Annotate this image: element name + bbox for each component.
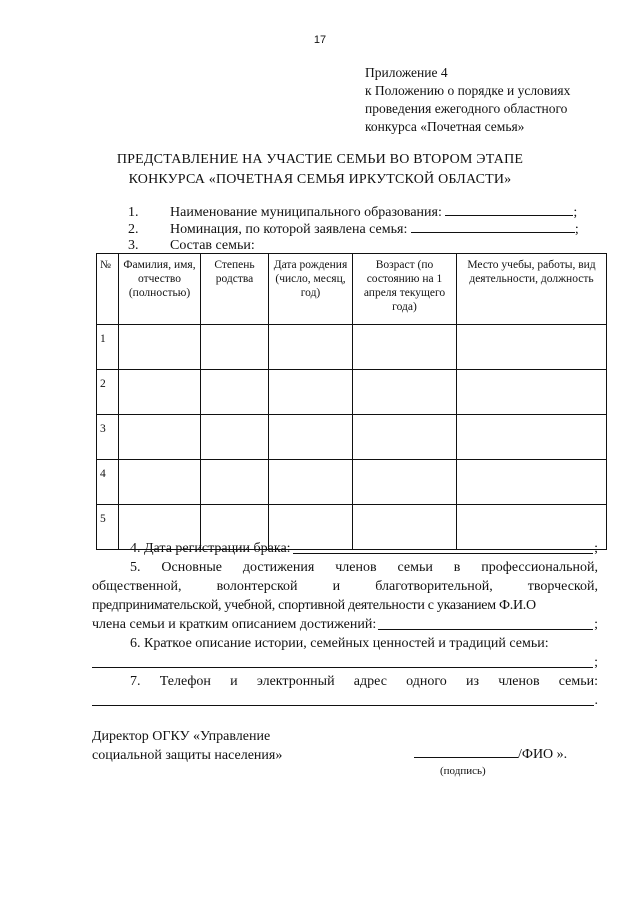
family-history-field[interactable] — [92, 653, 593, 668]
section-end: ; — [594, 655, 598, 670]
signature-row — [414, 745, 567, 763]
cell-age[interactable] — [353, 370, 457, 415]
cell-relation[interactable] — [201, 415, 269, 460]
cell-occupation[interactable] — [457, 325, 607, 370]
section-marriage-date — [130, 539, 598, 558]
item-number: 1. — [128, 205, 139, 220]
table-row — [97, 415, 607, 460]
contacts-field[interactable] — [92, 691, 594, 706]
cell-age[interactable] — [353, 415, 457, 460]
header-relation: Степень родства — [201, 254, 269, 325]
item-number: 2. — [128, 222, 139, 237]
appendix-block — [365, 64, 625, 136]
section-end: . — [594, 693, 598, 708]
signature-caption: (подпись) — [440, 765, 486, 777]
row-number: 5 — [97, 505, 119, 550]
cell-birth-date[interactable] — [269, 415, 353, 460]
item-label: Состав семьи: — [170, 238, 255, 253]
director-title-line-1: Директор ОГКУ «Управление — [92, 729, 271, 744]
cell-full-name[interactable] — [119, 460, 201, 505]
header-full-name: Фамилия, имя, отчество (полностью) — [119, 254, 201, 325]
table-header-row — [97, 254, 607, 325]
section-end: ; — [594, 617, 598, 632]
page-number: 17 — [313, 34, 327, 46]
row-number: 4 — [97, 460, 119, 505]
header-number: № — [97, 254, 119, 325]
cell-full-name[interactable] — [119, 370, 201, 415]
section-achievements-line-2: общественной, волонтерской и благотворительной, творческой, — [92, 579, 598, 594]
table-row — [97, 325, 607, 370]
appendix-line: конкурса «Почетная семья» — [365, 119, 525, 134]
item-label: Наименование муниципального образования: — [170, 205, 442, 220]
cell-birth-date[interactable] — [269, 370, 353, 415]
table-row — [97, 370, 607, 415]
item-label: Номинация, по которой заявлена семья: — [170, 222, 408, 237]
item-end: ; — [574, 222, 579, 237]
section-contacts-field-row — [92, 691, 598, 710]
header-birth-date: Дата рождения (число, месяц, год) — [269, 254, 353, 325]
section-achievements-line-3: предпринимательской, учебной, спортивной деятельности с указанием Ф.И.О — [92, 598, 536, 613]
fio-label: /ФИО ». — [518, 747, 568, 762]
document-title-line-1: ПРЕДСТАВЛЕНИЕ НА УЧАСТИЕ СЕМЬИ ВО ВТОРОМ ЭТАПЕ — [116, 152, 524, 167]
document-title-line-2: КОНКУРСА «ПОЧЕТНАЯ СЕМЬЯ ИРКУТСКОЙ ОБЛАСТИ» — [128, 172, 512, 187]
cell-full-name[interactable] — [119, 325, 201, 370]
cell-birth-date[interactable] — [269, 325, 353, 370]
header-occupation: Место учебы, работы, вид деятельности, должность — [457, 254, 607, 325]
municipality-field[interactable] — [445, 203, 573, 216]
section-achievements-line-1: 5. Основные достижения членов семьи в профессиональной, — [130, 560, 598, 575]
section-end: ; — [594, 541, 598, 556]
item-end: ; — [573, 205, 578, 220]
row-number: 3 — [97, 415, 119, 460]
nomination-field[interactable] — [411, 220, 575, 233]
section-label: 4. Дата регистрации брака: — [130, 541, 291, 556]
table-row — [97, 460, 607, 505]
cell-occupation[interactable] — [457, 415, 607, 460]
item-nomination — [128, 220, 579, 238]
marriage-date-field[interactable] — [293, 539, 594, 554]
appendix-line: Приложение 4 — [365, 65, 448, 80]
cell-age[interactable] — [353, 460, 457, 505]
header-age: Возраст (по состоянию на 1 апреля текущего года) — [353, 254, 457, 325]
section-family-history: 6. Краткое описание истории, семейных ценностей и традиций семьи: — [130, 636, 549, 651]
cell-occupation[interactable] — [457, 460, 607, 505]
cell-age[interactable] — [353, 325, 457, 370]
item-family-composition — [128, 237, 255, 254]
cell-relation[interactable] — [201, 370, 269, 415]
cell-relation[interactable] — [201, 325, 269, 370]
section-achievements-line-4 — [92, 615, 598, 634]
row-number: 2 — [97, 370, 119, 415]
signature-block — [92, 727, 282, 765]
cell-occupation[interactable] — [457, 370, 607, 415]
item-municipality — [128, 203, 577, 221]
achievements-field[interactable] — [378, 615, 593, 630]
section-contacts: 7. Телефон и электронный адрес одного из членов семьи: — [130, 674, 598, 689]
appendix-line: к Положению о порядке и условиях — [365, 83, 571, 98]
cell-birth-date[interactable] — [269, 460, 353, 505]
cell-full-name[interactable] — [119, 415, 201, 460]
section-family-history-field-row — [92, 653, 598, 672]
director-title-line-2: социальной защиты населения» — [92, 748, 283, 763]
row-number: 1 — [97, 325, 119, 370]
item-number: 3. — [128, 238, 139, 253]
cell-relation[interactable] — [201, 460, 269, 505]
family-members-table — [96, 253, 607, 550]
appendix-line: проведения ежегодного областного — [365, 101, 568, 116]
section-label: члена семьи и кратким описанием достижений: — [92, 617, 377, 632]
signature-field[interactable] — [414, 745, 518, 758]
